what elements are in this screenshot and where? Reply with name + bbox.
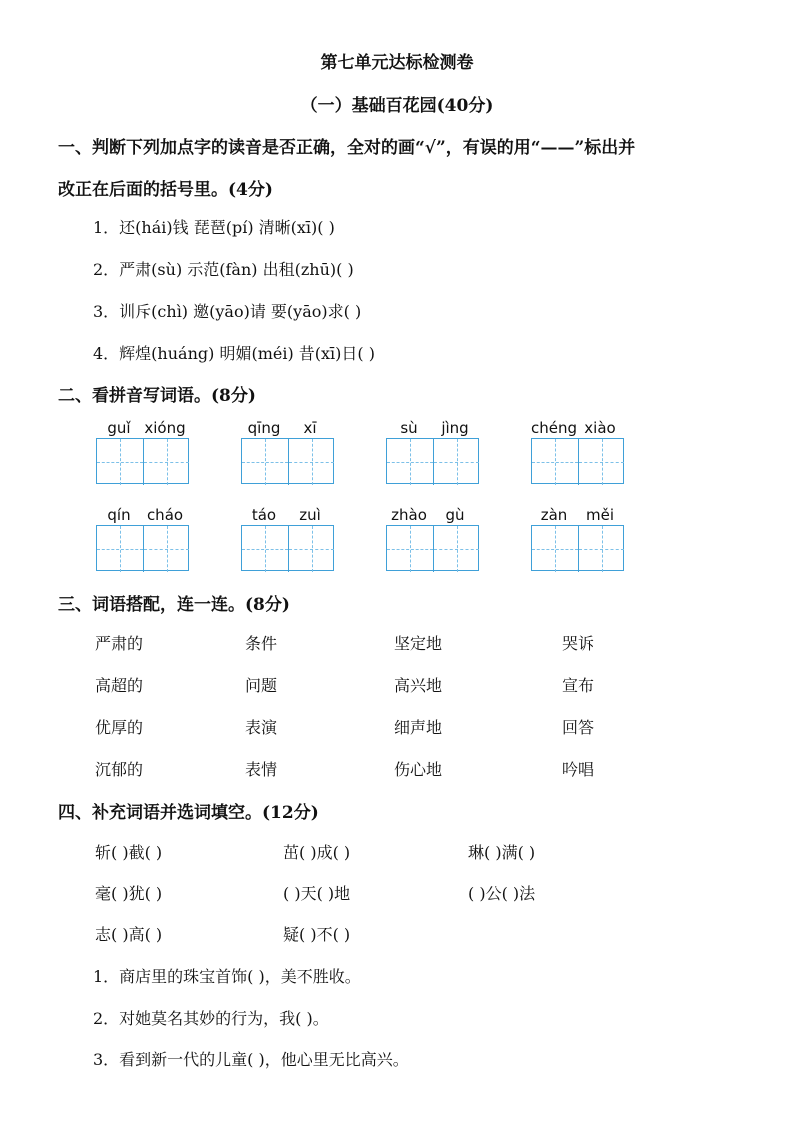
match-word: 坚定地 — [394, 634, 443, 653]
section1-heading: 一、判断下列加点字的读音是否正确，全对的画“√”，有误的用“——”标出并 — [58, 138, 636, 158]
match-word: 表演 — [245, 718, 278, 737]
idiom-blank: 毫( )犹( ) — [95, 884, 163, 903]
match-word: 细声地 — [394, 718, 443, 737]
writing-box[interactable] — [386, 525, 479, 571]
pinyin-label: guǐ — [107, 419, 131, 437]
writing-box[interactable] — [241, 525, 334, 571]
writing-box[interactable] — [531, 525, 624, 571]
pinyin-label: zhào — [391, 506, 427, 524]
match-word: 条件 — [245, 634, 278, 653]
fill-sentence: 1．商店里的珠宝首饰( )，美不胜收。 — [93, 967, 361, 986]
pinyin-label: sù — [400, 419, 418, 437]
match-word: 高兴地 — [394, 676, 443, 695]
pinyin-label: gù — [445, 506, 465, 524]
match-word: 沉郁的 — [95, 760, 144, 779]
section4-heading: 四、补充词语并选词填空。(12分) — [58, 803, 319, 823]
idiom-blank: 茁( )成( ) — [283, 843, 351, 862]
match-word: 伤心地 — [394, 760, 443, 779]
idiom-blank: 疑( )不( ) — [283, 925, 351, 944]
pinyin-label: zuì — [299, 506, 321, 524]
fill-sentence: 3．看到新一代的儿童( )，他心里无比高兴。 — [93, 1050, 409, 1069]
idiom-blank: ( )公( )法 — [468, 884, 536, 903]
idiom-blank: ( )天( )地 — [283, 884, 351, 903]
writing-box[interactable] — [531, 438, 624, 484]
section-subtitle: （一）基础百花园(40分) — [300, 96, 494, 116]
pinyin-label: xiào — [584, 419, 616, 437]
pinyin-label: táo — [251, 506, 277, 524]
pinyin-label: měi — [585, 506, 614, 524]
writing-box[interactable] — [241, 438, 334, 484]
q1-item: 2．严肃(sù) 示范(fàn) 出租(zhū)( ) — [93, 260, 354, 279]
writing-box[interactable] — [96, 525, 189, 571]
writing-box[interactable] — [96, 438, 189, 484]
match-word: 问题 — [245, 676, 278, 695]
section3-heading: 三、词语搭配，连一连。(8分) — [58, 595, 290, 615]
idiom-blank: 斩( )截( ) — [95, 843, 163, 862]
q1-item: 1．还(hái)钱 琵琶(pí) 清晰(xī)( ) — [93, 218, 335, 237]
match-word: 高超的 — [95, 676, 144, 695]
match-word: 优厚的 — [95, 718, 144, 737]
idiom-blank: 志( )高( ) — [95, 925, 163, 944]
match-word: 吟唱 — [562, 760, 595, 779]
section2-heading: 二、看拼音写词语。(8分) — [58, 386, 256, 406]
pinyin-label: xī — [303, 419, 317, 437]
pinyin-label: cháo — [146, 506, 184, 524]
match-word: 哭诉 — [562, 634, 595, 653]
idiom-blank: 琳( )满( ) — [468, 843, 536, 862]
match-word: 宣布 — [562, 676, 595, 695]
match-word: 表情 — [245, 760, 278, 779]
page-title: 第七单元达标检测卷 — [320, 53, 474, 73]
pinyin-label: qín — [107, 506, 131, 524]
section1-heading-cont: 改正在后面的括号里。(4分) — [58, 180, 273, 200]
pinyin-label: qīng — [247, 419, 281, 437]
pinyin-label: zàn — [540, 506, 568, 524]
q1-item: 3．训斥(chì) 邀(yāo)请 要(yāo)求( ) — [93, 302, 362, 321]
q1-item: 4．辉煌(huáng) 明媚(méi) 昔(xī)日( ) — [93, 344, 375, 363]
pinyin-label: chéng — [531, 419, 578, 437]
match-word: 严肃的 — [95, 634, 144, 653]
pinyin-label: xióng — [144, 419, 186, 437]
pinyin-label: jìng — [441, 419, 469, 437]
match-word: 回答 — [562, 718, 595, 737]
writing-box[interactable] — [386, 438, 479, 484]
fill-sentence: 2．对她莫名其妙的行为，我( )。 — [93, 1009, 329, 1028]
